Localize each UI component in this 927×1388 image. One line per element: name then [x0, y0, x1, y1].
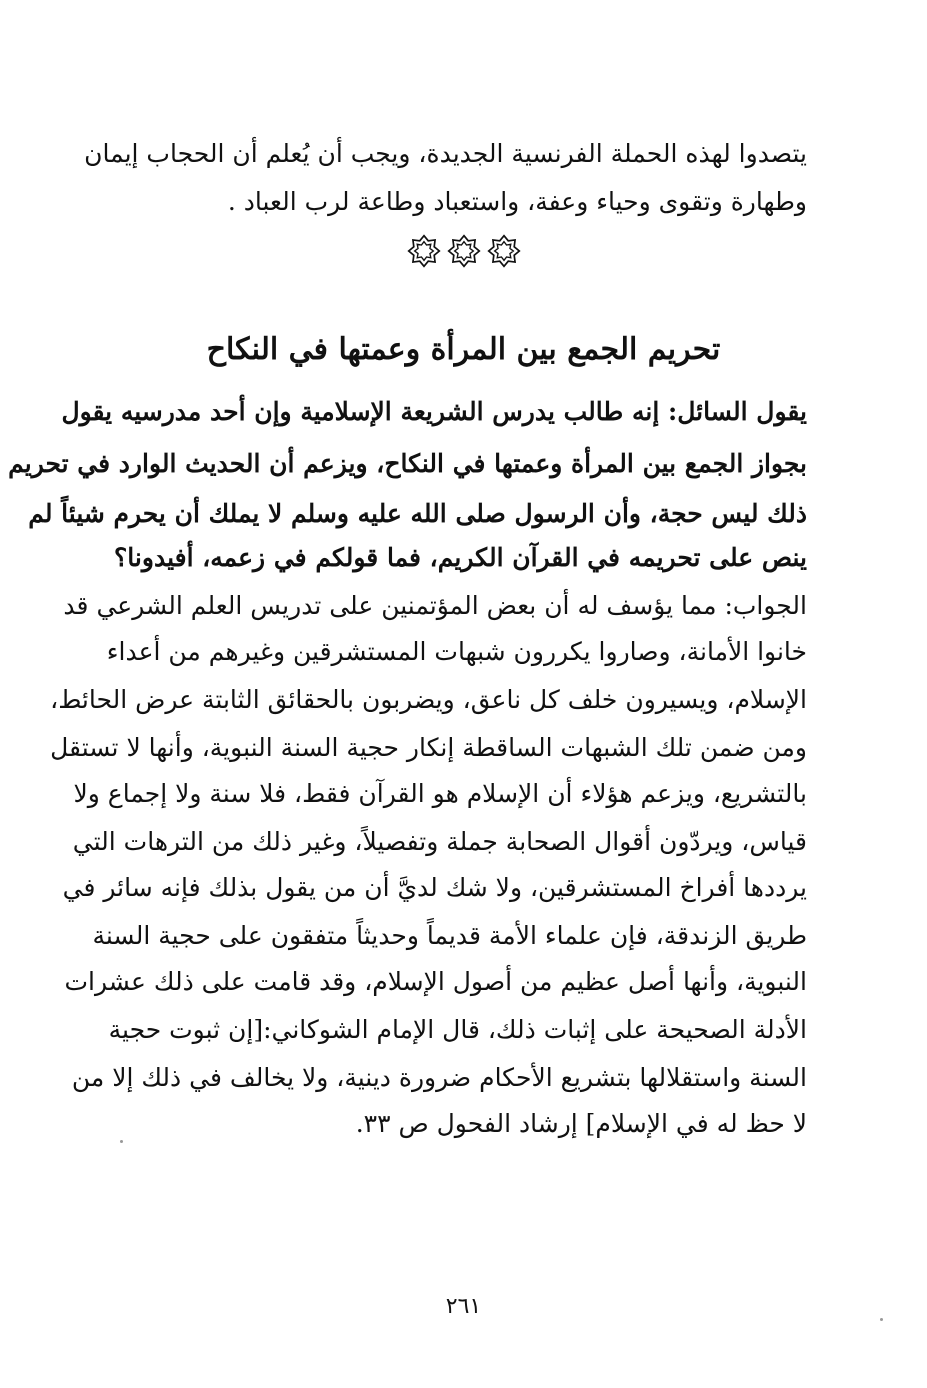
star-ornament-icon [487, 234, 521, 268]
answer-line: لا حظ له في الإسلام] إرشاد الفحول ص ٣٣. [355, 1109, 807, 1138]
answer-line: الإسلام، ويسيرون خلف كل ناعق، ويضربون بالحقائق الثابتة عرض الحائط، [50, 685, 807, 714]
ornament-separator [0, 234, 927, 274]
question-line: يقول السائل: إنه طالب يدرس الشريعة الإسلامية وإن أحد مدرسيه يقول [61, 397, 807, 426]
answer-line: يرددها أفراخ المستشرقين، ولا شك لديَّ أن من يقول بذلك فإنه سائر في [62, 873, 807, 902]
intro-line: يتصدوا لهذه الحملة الفرنسية الجديدة، ويجب أن يُعلم أن الحجاب إيمان [84, 139, 807, 168]
scan-speck [120, 1140, 123, 1143]
star-ornament-icon [447, 234, 481, 268]
scan-speck [880, 1318, 883, 1321]
answer-line: الجواب: مما يؤسف له أن بعض المؤتمنين على تدريس العلم الشرعي قد [63, 591, 807, 620]
section-heading: تحريم الجمع بين المرأة وعمتها في النكاح [206, 332, 721, 367]
answer-line: السنة واستقلالها بتشريع الأحكام ضرورة دينية، ولا يخالف في ذلك إلا من [71, 1063, 807, 1092]
question-line: بجواز الجمع بين المرأة وعمتها في النكاح، ويزعم أن الحديث الوارد في تحريم [8, 449, 807, 478]
star-ornament-icon [407, 234, 441, 268]
answer-line: بالتشريع، ويزعم هؤلاء أن الإسلام هو القرآن فقط، فلا سنة ولا إجماع ولا [73, 779, 807, 808]
answer-line: ومن ضمن تلك الشبهات الساقطة إنكار حجية السنة النبوية، وأنها لا تستقل [50, 733, 807, 762]
question-line: ينص على تحريمه في القرآن الكريم، فما قولكم في زعمه، أفيدونا؟ [114, 543, 807, 572]
answer-line: الأدلة الصحيحة على إثبات ذلك، قال الإمام الشوكاني:[إن ثبوت حجية [108, 1015, 807, 1044]
answer-line: قياس، ويردّون أقوال الصحابة جملة وتفصيلاً، وغير ذلك من الترهات التي [72, 827, 807, 856]
intro-line: وطهارة وتقوى وحياء وعفة، واستعباد وطاعة لرب العباد . [227, 187, 807, 216]
answer-line: خانوا الأمانة، وصاروا يكررون شبهات المستشرقين وغيرهم من أعداء [106, 637, 807, 666]
answer-line: طريق الزندقة، فإن علماء الأمة قديماً وحديثاً متفقون على حجية السنة [92, 921, 807, 950]
page-number: ٢٦١ [445, 1294, 482, 1319]
question-line: ذلك ليس حجة، وأن الرسول صلى الله عليه وسلم لا يملك أن يحرم شيئاً لم [28, 499, 807, 528]
answer-line: النبوية، وأنها أصل عظيم من أصول الإسلام، وقد قامت على ذلك عشرات [64, 967, 807, 996]
